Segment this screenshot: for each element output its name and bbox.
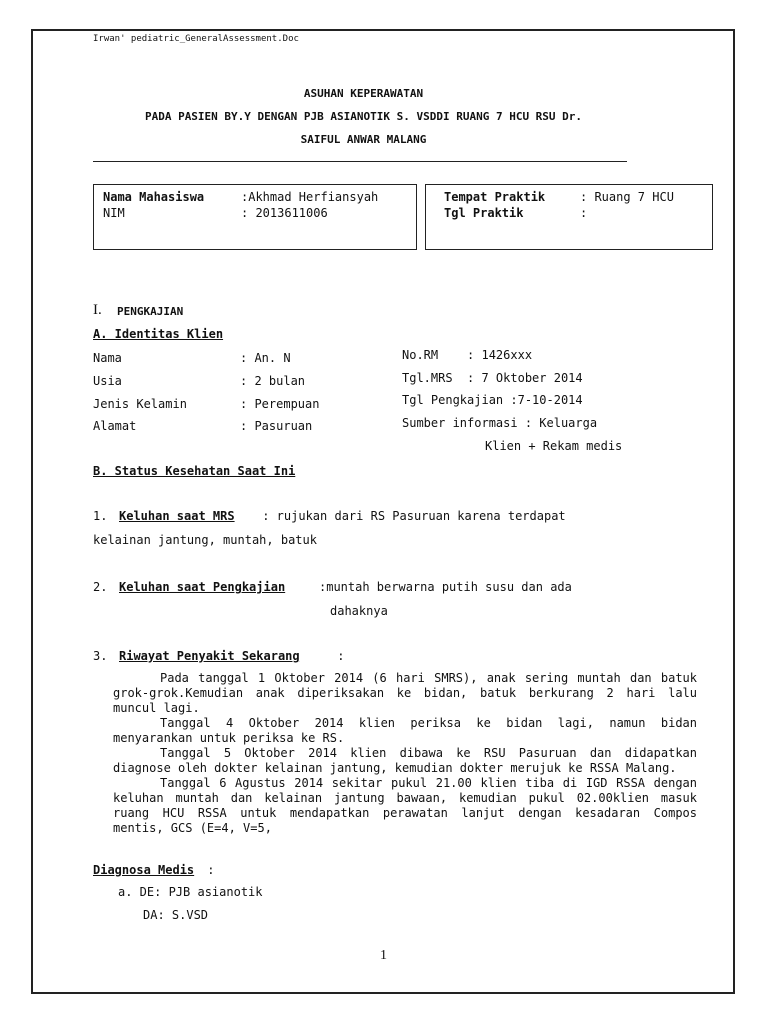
nim-value: : 2013611006 [241,206,328,220]
item2-number: 2. [93,580,108,594]
identity-value-nama: : An. N [240,351,291,365]
practice-date-value: : [580,206,588,220]
nim-label: NIM [103,206,125,220]
identity-tgl-pengkajian: Tgl Pengkajian :7-10-2014 [402,393,583,407]
identity-label-alamat: Alamat [93,419,137,433]
item2-text: :muntah berwarna putih susu dan ada [319,580,572,594]
history-paragraph: Tanggal 5 Oktober 2014 klien dibawa ke RSU Pasuruan dan didapatkan diagnose oleh dokter kelainan jantung, kemudian dokter merujuk ke RSSA Malang. [113,746,697,775]
identity-value-jenis-kelamin: : Perempuan [240,397,320,411]
practice-info-box [425,184,713,250]
diagnosis-de: a. DE: PJB asianotik [118,885,263,899]
title-line-3: SAIFUL ANWAR MALANG [300,133,427,146]
page-number: 1 [380,948,387,963]
student-name-value: :Akhmad Herfiansyah [241,190,379,204]
student-info-box [93,184,417,250]
identity-tgl-mrs: Tgl.MRS : 7 Oktober 2014 [402,371,583,385]
header-filename: Irwan' pediatric_GeneralAssessment.Doc [93,34,299,44]
section-title: PENGKAJIAN [117,305,184,318]
diagnosis-da: DA: S.VSD [143,908,209,922]
item3-number: 3. [93,649,108,663]
status-heading: B. Status Kesehatan Saat Ini [93,464,296,478]
history-paragraph: Tanggal 4 Oktober 2014 klien periksa ke bidan lagi, namun bidan menyarankan untuk periksa ke RS. [113,716,697,745]
title-line-1: ASUHAN KEPERAWATAN [303,87,424,100]
diagnosis-colon: : [200,863,215,877]
section-numeral: I. [93,302,102,318]
identity-label-nama: Nama [93,351,122,365]
item2-text-cont: dahaknya [330,604,388,618]
title-line-2: PADA PASIEN BY.Y DENGAN PJB ASIANOTIK S. VSDDI RUANG 7 HCU RSU Dr. [144,110,583,123]
item1-text: : rujukan dari RS Pasuruan karena terdapat [255,509,566,523]
identity-value-alamat: : Pasuruan [240,419,313,433]
history-paragraph: Tanggal 6 Agustus 2014 sekitar pukul 21.00 klien tiba di IGD RSSA dengan keluhan muntah dan kelainan jantung bawaan, kemudian pukul 02.00klien masuk ruang HCU RSSA untuk mendapatkan perawatan lanjut dengan kesadaran Compos mentis, GCS (E=4, V=5, [113,776,697,835]
practice-date-label: Tgl Praktik [444,206,524,220]
identity-no-rm: No.RM : 1426xxx [402,348,533,362]
history-paragraph: Pada tanggal 1 Oktober 2014 (6 hari SMRS), anak sering muntah dan batuk grok-grok.Kemudian anak diperiksakan ke bidan, batuk berkurang 2 hari lalu muncul lagi. [113,671,697,715]
identity-value-usia: : 2 bulan [240,374,306,388]
history-paragraphs [113,671,697,836]
identity-sumber-informasi-cont: Klien + Rekam medis [485,439,623,453]
identity-label-jenis-kelamin: Jenis Kelamin [93,397,187,411]
practice-place-label: Tempat Praktik [444,190,546,204]
item3-colon: : [330,649,345,663]
item1-text-cont: kelainan jantung, muntah, batuk [93,533,317,547]
identity-label-usia: Usia [93,374,122,388]
item2-label: Keluhan saat Pengkajian [119,580,286,594]
item1-label: Keluhan saat MRS [119,509,235,523]
item3-label: Riwayat Penyakit Sekarang [119,649,300,663]
identity-sumber-informasi: Sumber informasi : Keluarga [402,416,598,430]
practice-place-value: : Ruang 7 HCU [580,190,674,204]
identity-heading: A. Identitas Klien [93,327,224,341]
diagnosis-label: Diagnosa Medis [93,863,195,877]
title-divider [93,161,627,162]
student-name-label: Nama Mahasiswa [103,190,205,204]
item1-number: 1. [93,509,108,523]
